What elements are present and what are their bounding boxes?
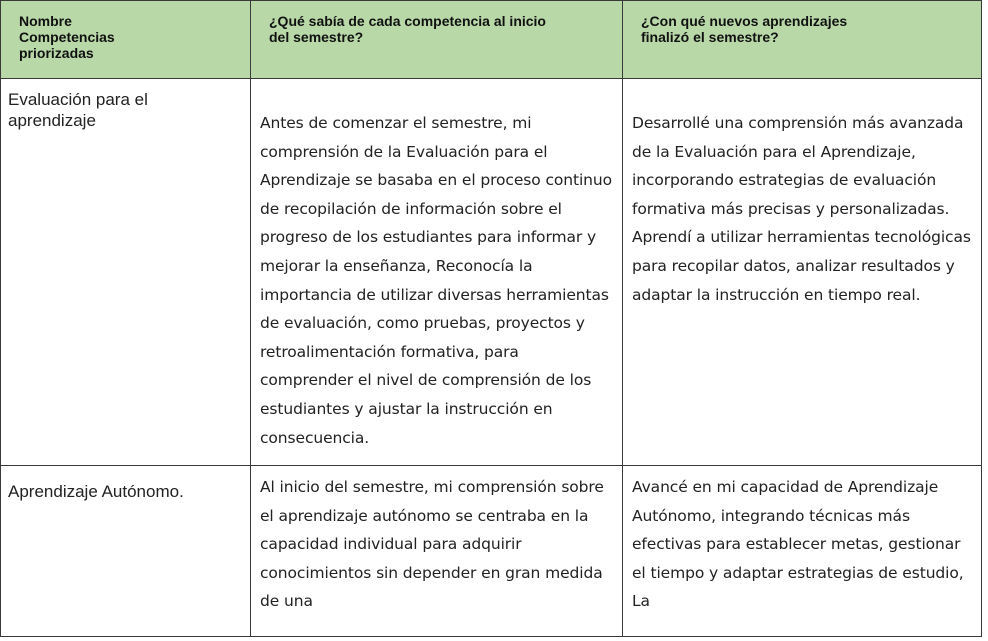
competencia-cell	[1, 79, 251, 466]
final-cell	[623, 466, 982, 637]
competencia-cell	[1, 466, 251, 637]
final-cell	[623, 79, 982, 466]
table-row	[1, 466, 982, 637]
inicio-cell	[251, 79, 623, 466]
final-text: Desarrollé una comprensión más avanzada de la Evaluación para el Aprendizaje, incorporando estrategias de evaluación formativa más precisas y personalizadas. Aprendí a utilizar herramientas tecnológicas para recopilar datos, analizar resultados y adaptar la instrucción en tiempo real.	[632, 114, 971, 304]
header-competencias-label: Nombre Competencias priorizadas	[19, 13, 115, 61]
inicio-text: Antes de comenzar el semestre, mi comprensión de la Evaluación para el Aprendizaje se basaba en el proceso continuo de recopilación de información sobre el progreso de los estudiantes para informar y mejorar la enseñanza, Reconocía la importancia de utilizar diversas herramientas de evaluación, como pruebas, proyectos y retroalimentación formativa, para comprender el nivel de comprensión de los estudiantes y ajustar la instrucción en consecuencia.	[260, 114, 612, 447]
table-row	[1, 79, 982, 466]
header-final-label: ¿Con qué nuevos aprendizajes finalizó el semestre?	[641, 13, 848, 45]
table-header-row	[1, 1, 982, 79]
competencia-name: Evaluación para el aprendizaje	[8, 90, 148, 130]
inicio-text: Al inicio del semestre, mi comprensión sobre el aprendizaje autónomo se centraba en la capacidad individual para adquirir conocimientos sin depender en gran medida de una	[260, 478, 604, 611]
header-inicio-label: ¿Qué sabía de cada competencia al inicio del semestre?	[269, 13, 546, 45]
competencia-name: Aprendizaje Autónomo.	[8, 482, 184, 501]
header-cell-competencias	[1, 1, 251, 79]
header-cell-final	[623, 1, 982, 79]
final-text: Avancé en mi capacidad de Aprendizaje Autónomo, integrando técnicas más efectivas para establecer metas, gestionar el tiempo y adaptar estrategias de estudio, La	[632, 478, 964, 611]
header-cell-inicio	[251, 1, 623, 79]
inicio-cell	[251, 466, 623, 637]
